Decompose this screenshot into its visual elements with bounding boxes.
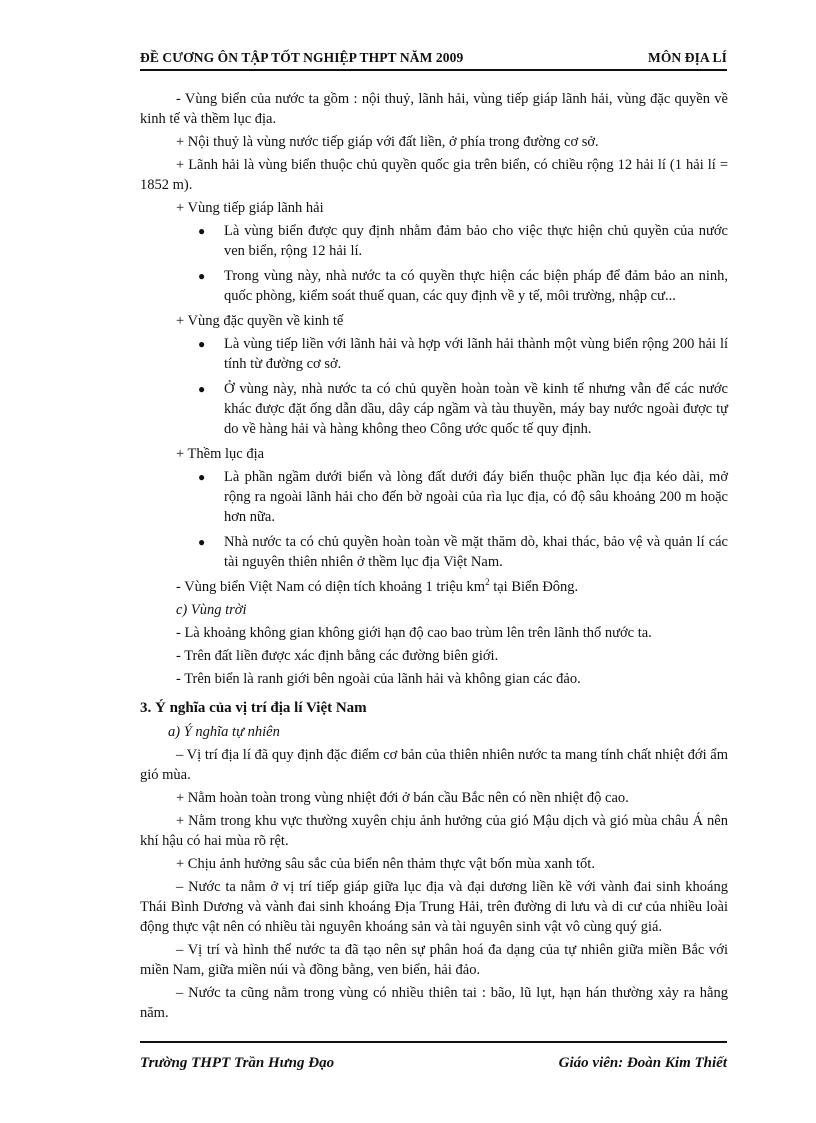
bullet-item xyxy=(140,532,728,572)
header-title: ĐỀ CƯƠNG ÔN TẬP TỐT NGHIỆP THPT NĂM 2009 xyxy=(140,50,464,65)
paragraph-sea-area: - Vùng biển Việt Nam có diện tích khoảng 1 triệu $km^2$ tại Biển Đông. xyxy=(176,577,579,595)
bullet-icon: ● xyxy=(198,337,206,351)
page-header xyxy=(140,50,727,66)
paragraph-significance-4: + Chịu ảnh hưởng sâu sắc của biển nên thảm thực vật bốn mùa xanh tốt. xyxy=(176,856,595,872)
bullet-item xyxy=(140,334,728,374)
paragraph-sea-zones: - Vùng biển của nước ta gồm : nội thuỷ, lãnh hải, vùng tiếp giáp lãnh hải, vùng đặc quyền về kinh tế và thềm lục địa. xyxy=(140,91,728,127)
footer-school: Trường THPT Trần Hưng Đạo xyxy=(140,1055,335,1071)
bullet-item xyxy=(140,266,728,306)
subheading-natural-significance: a) Ý nghĩa tự nhiên xyxy=(168,724,280,740)
section-heading: 3. Ý nghĩa của vị trí địa lí Việt Nam xyxy=(140,700,367,716)
page-content xyxy=(140,89,728,1026)
header-subject: MÔN ĐỊA LÍ xyxy=(647,50,727,65)
paragraph-continental-shelf: + Thềm lục địa xyxy=(176,446,265,462)
footer-teacher: Giáo viên: Đoàn Kim Thiết xyxy=(558,1055,727,1071)
paragraph-internal-waters: + Nội thuỷ là vùng nước tiếp giáp với đất liền, ở phía trong đường cơ sở. xyxy=(176,134,599,150)
bullet-item xyxy=(140,467,728,527)
bullet-text: Ở vùng này, nhà nước ta có chủ quyền hoàn toàn về kinh tế nhưng vẫn để các nước khác được đặt ống dẫn dầu, dây cáp ngầm và tàu thuyền, máy bay nước ngoài được tự do về hàng hải và hàng không theo Công ước quốc tế quy định. xyxy=(224,381,728,437)
paragraph-significance-1: – Vị trí địa lí đã quy định đặc điểm cơ bản của thiên nhiên nước ta mang tính chất nhiệt đới ẩm gió mùa. xyxy=(140,747,728,783)
paragraph-significance-5: – Nước ta nằm ở vị trí tiếp giáp giữa lục địa và đại dương liền kề với vành đai sinh khoáng Thái Bình Dương và vành đai sinh khoáng Địa Trung Hải, trên đường di lưu và di cư của nhiều loài động thực vật nên có nhiều tài nguyên khoáng sản và tài nguyên sinh vật vô cùng quý giá. xyxy=(140,879,728,935)
bullet-text: Là vùng tiếp liền với lãnh hải và hợp với lãnh hải thành một vùng biển rộng 200 hải lí tính từ đường cơ sở. xyxy=(224,336,728,372)
bullet-icon: ● xyxy=(198,382,206,396)
subheading-airspace: c) Vùng trời xyxy=(176,602,247,618)
paragraph-eez: + Vùng đặc quyền về kinh tế xyxy=(176,313,344,329)
bullet-icon: ● xyxy=(198,224,206,238)
footer-divider xyxy=(140,1041,727,1043)
bullet-item xyxy=(140,379,728,439)
paragraph-significance-2: + Nằm hoàn toàn trong vùng nhiệt đới ở bán cầu Bắc nên có nền nhiệt độ cao. xyxy=(176,790,629,806)
page-footer xyxy=(140,1055,727,1072)
bullet-icon: ● xyxy=(198,470,206,484)
bullet-text: Là phần ngầm dưới biển và lòng đất dưới đáy biển thuộc phần lục địa kéo dài, mở rộng ra ngoài lãnh hải cho đến bờ ngoài của rìa lục địa, có độ sâu khoảng 200 m hoặc hơn nữa. xyxy=(224,469,728,525)
paragraph-significance-3: + Nằm trong khu vực thường xuyên chịu ảnh hưởng của gió Mậu dịch và gió mùa châu Á nên khí hậu có hai mùa rõ rệt. xyxy=(140,813,728,849)
paragraph-significance-7: – Nước ta cũng nằm trong vùng có nhiều thiên tai : bão, lũ lụt, hạn hán thường xảy ra hằng năm. xyxy=(140,985,728,1021)
bullet-icon: ● xyxy=(198,269,206,283)
bullet-item xyxy=(140,221,728,261)
bullet-icon: ● xyxy=(198,535,206,549)
bullet-text: Nhà nước ta có chủ quyền hoàn toàn về mặt thăm dò, khai thác, bảo vệ và quản lí các tài nguyên thiên nhiên ở thềm lục địa Việt Nam. xyxy=(224,534,728,570)
paragraph-significance-6: – Vị trí và hình thể nước ta đã tạo nên sự phân hoá đa dạng của tự nhiên giữa miền Bắc với miền Nam, giữa miền núi và đồng bằng, ven biển, hải đảo. xyxy=(140,942,728,978)
paragraph-contiguous-zone: + Vùng tiếp giáp lãnh hải xyxy=(176,200,324,216)
bullet-text: Trong vùng này, nhà nước ta có quyền thực hiện các biện pháp để đảm bảo an ninh, quốc phòng, kiểm soát thuế quan, các quy định về y tế, môi trường, nhập cư... xyxy=(224,268,728,304)
paragraph-airspace-3: - Trên biển là ranh giới bên ngoài của lãnh hải và không gian các đảo. xyxy=(176,671,581,687)
bullet-text: Là vùng biển được quy định nhằm đảm bảo cho việc thực hiện chủ quyền của nước ven biển, rộng 12 hải lí. xyxy=(224,223,728,259)
header-divider xyxy=(140,69,727,71)
paragraph-airspace-2: - Trên đất liền được xác định bằng các đường biên giới. xyxy=(176,648,499,664)
paragraph-airspace-1: - Là khoảng không gian không giới hạn độ cao bao trùm lên trên lãnh thổ nước ta. xyxy=(176,625,652,641)
paragraph-territorial-sea: + Lãnh hải là vùng biển thuộc chủ quyền quốc gia trên biển, có chiều rộng 12 hải lí (1 hải lí = 1852 m). xyxy=(140,157,728,193)
